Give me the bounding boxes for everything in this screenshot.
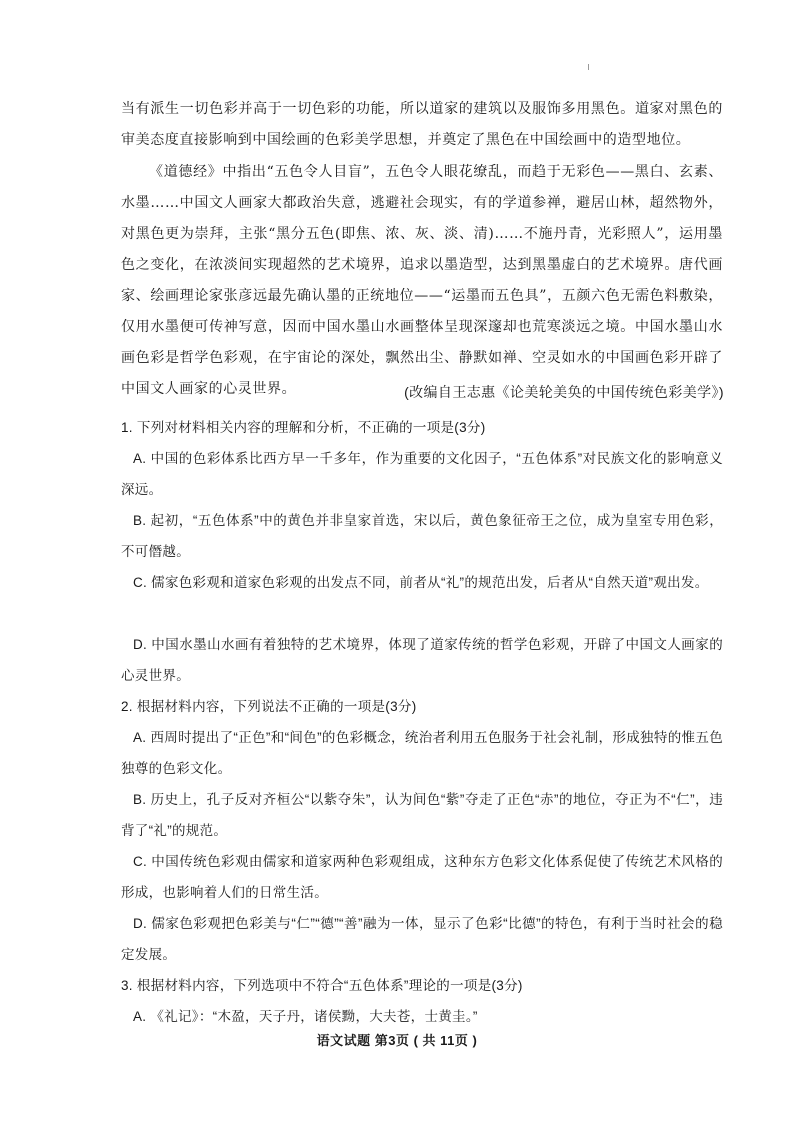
question-1-stem: 1. 下列对材料相关内容的理解和分析，不正确的一项是(3分) [121,420,486,435]
page-footer: 语文试题 第3页 ( 共 11页 ) [316,1033,478,1048]
question-1-option-b: B. 起初，“五色体系”中的黄色并非皇家首选，宋以后，黄色象征帝王之位，成为皇室专用色彩，不可僭越。 [121,513,723,559]
scan-mark [588,64,589,70]
passage-paragraph-2: 《道德经》中指出“五色令人目盲”，五色令人眼花缭乱，而趋于无彩色——黑白、玄素、水墨……中国文人画家大都政治失意，逃避社会现实，有的学道参禅，避居山林，超然物外，对黑色更为崇拜，主张“黑分五色(即焦、浓、灰、淡、清)……不施丹青，光彩照人”，运用墨色之变化，在浓淡间实现超然的艺术境界，追求以墨造型，达到黑墨虚白的艺术境界。唐代画家、绘画理论家张彦远最先确认墨的正统地位——“运墨而五色具”，五颜六色无需色料敷染，仅用水墨便可传神写意，因而中国水墨山水画整体呈现深邃却也荒寒淡远之境。中国水墨山水画色彩是哲学色彩观，在宇宙论的深处，飘然出尘、静默如禅、空灵如水的中国画色彩开辟了中国文人画家的心灵世界。 [121,164,723,397]
question-2-option-a: A. 西周时提出了“正色”和“间色”的色彩概念，统治者利用五色服务于社会礼制，形成独特的惟五色独尊的色彩文化。 [121,730,723,776]
question-2-option-b: B. 历史上，孔子反对齐桓公“以紫夺朱”，认为间色“紫”夺走了正色“赤”的地位，夺正为不“仁”，违背了“礼”的规范。 [121,792,723,838]
question-3-option-a: A. 《礼记》：“木盈，天子丹，诸侯黝，大夫苍，士黄圭。” [133,1009,478,1024]
question-1-option-d: D. 中国水墨山水画有着独特的艺术境界，体现了道家传统的哲学色彩观，开辟了中国文人画家的心灵世界。 [121,637,723,683]
passage-paragraph-1: 当有派生一切色彩并高于一切色彩的功能，所以道家的建筑以及服饰多用黑色。道家对黑色的审美态度直接影响到中国绘画的色彩美学思想，并奠定了黑色在中国绘画中的造型地位。 [121,101,723,148]
question-2-option-c: C. 中国传统色彩观由儒家和道家两种色彩观组成，这种东方色彩文化体系促使了传统艺术风格的形成，也影响着人们的日常生活。 [121,854,723,900]
passage-source: (改编自王志惠《论美轮美奂的中国传统色彩美学》) [404,384,724,400]
question-1-option-a: A. 中国的色彩体系比西方早一千多年，作为重要的文化因子，“五色体系”对民族文化的影响意义深远。 [121,451,723,497]
question-3-stem: 3. 根据材料内容，下列选项中不符合“五色体系”理论的一项是(3分) [121,978,523,993]
question-1-option-c: C. 儒家色彩观和道家色彩观的出发点不同，前者从“礼”的规范出发，后者从“自然天道”观出发。 [133,575,709,590]
question-2-option-d: D. 儒家色彩观把色彩美与“仁”“德”“善”融为一体，显示了色彩“比德”的特色，有利于当时社会的稳定发展。 [121,916,723,962]
question-2-stem: 2. 根据材料内容，下列说法不正确的一项是(3分) [121,699,417,714]
